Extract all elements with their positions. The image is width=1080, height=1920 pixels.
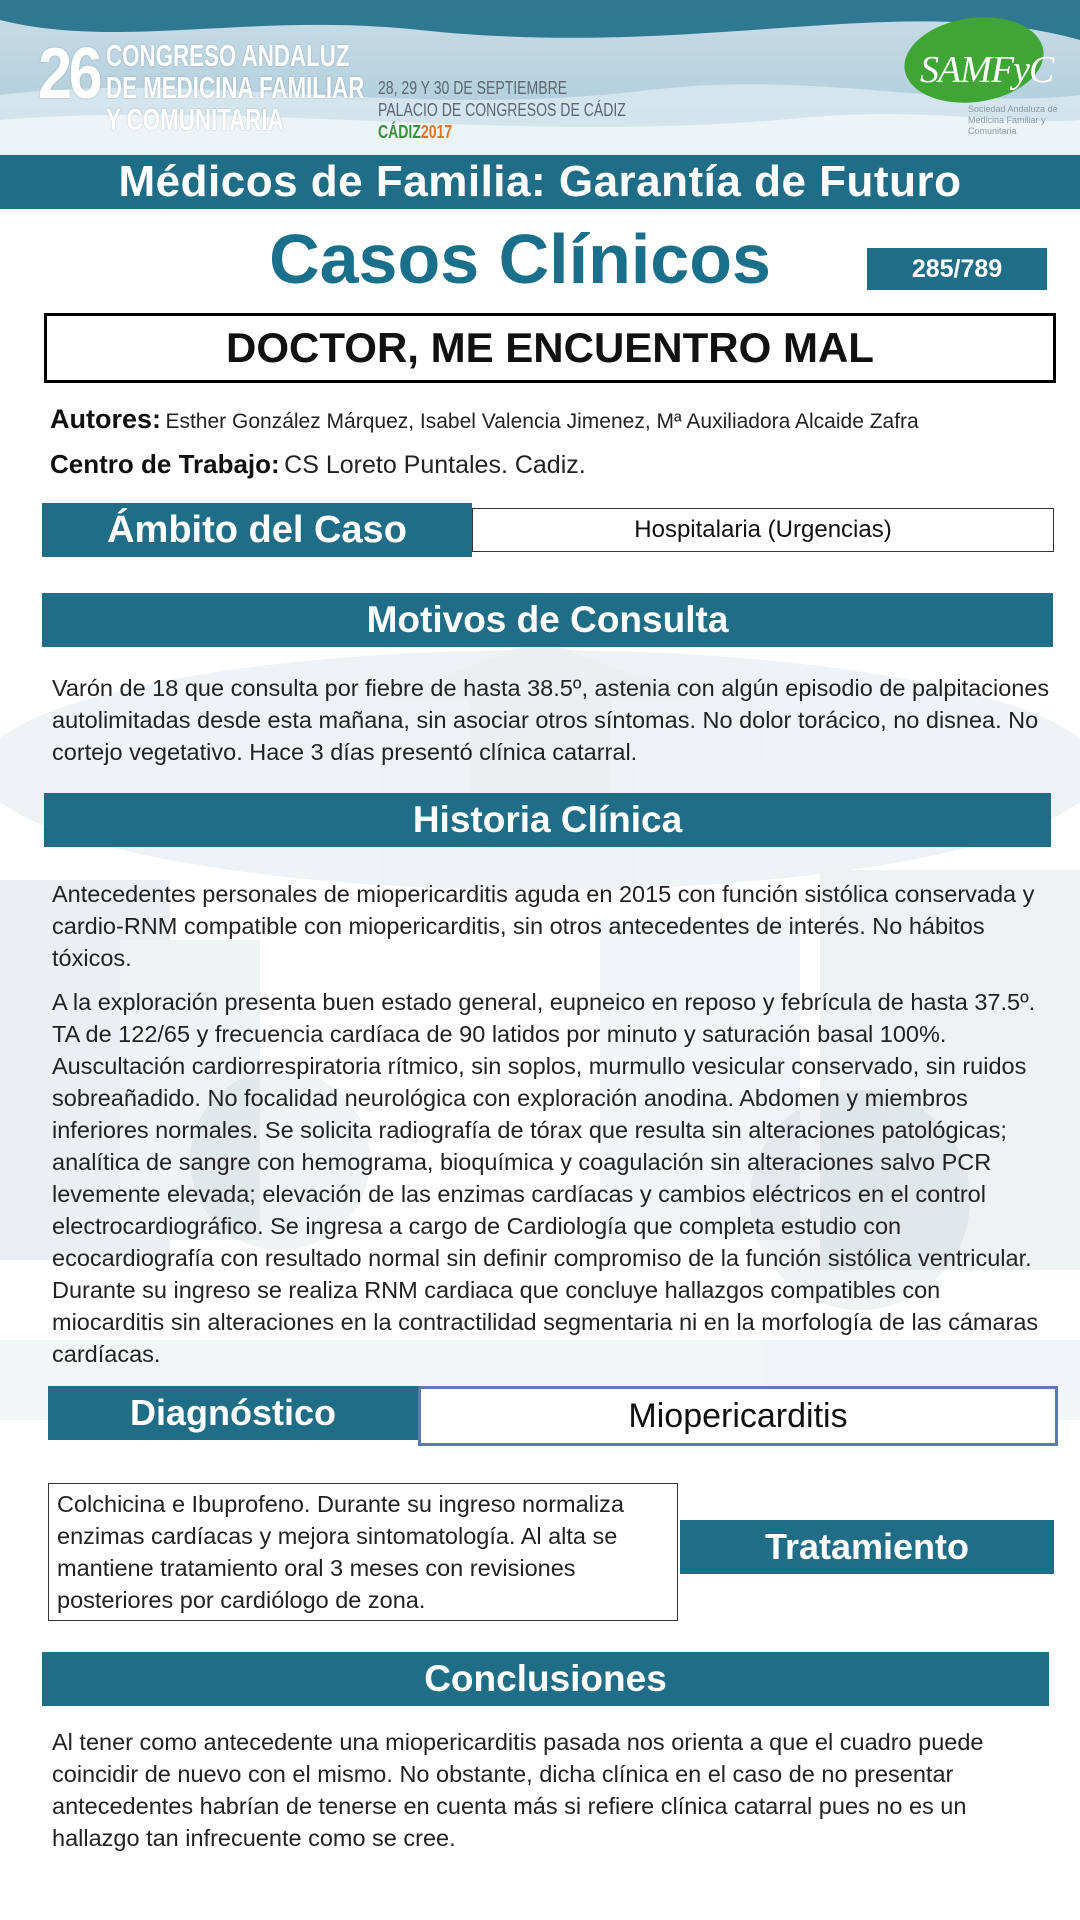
workplace-line	[50, 449, 586, 480]
congress-header-banner	[0, 0, 1080, 155]
congress-city-year: CÁDIZ2017	[378, 122, 453, 142]
diagnostico-label: Diagnóstico	[48, 1386, 418, 1440]
motivos-header: Motivos de Consulta	[42, 593, 1053, 647]
congress-motto: Médicos de Familia: Garantía de Futuro	[118, 157, 962, 206]
congress-venue: PALACIO DE CONGRESOS DE CÁDIZ	[378, 100, 626, 120]
congress-dates: 28, 29 Y 30 DE SEPTIEMBRE	[378, 78, 568, 98]
historia-header: Historia Clínica	[44, 793, 1051, 847]
diagnostico-value: Miopericarditis	[418, 1386, 1058, 1446]
ambito-label: Ámbito del Caso	[42, 503, 472, 557]
historia-paragraph-2: A la exploración presenta buen estado general, eupneico en reposo y febrícula de hasta 37.5º. TA de 122/65 y frecuencia cardíaca de 90 latidos por minuto y saturación basal 100%. Auscultación cardiorrespiratoria rítmico, sin soplos, murmullo vesicular conservado, sin ruidos sobreañadido. No focalidad neurológica con exploración anodina. Abdomen y miembros inferiores normales. Se solicita radiografía de tórax que resulta sin alteraciones patológicas; analítica de sangre con hemograma, bioquímica y coagulación sin alteraciones salvo PCR levemente elevada; elevación de las enzimas cardíacas y cambios eléctricos en el control electrocardiográfico. Se ingresa a cargo de Cardiología que completa estudio con ecocardiografía con resultado normal sin definir compromiso de la función sistólica ventricular. Durante su ingreso se realiza RNM cardiaca que concluye hallazgos compatibles con miocarditis sin alteraciones en la contractilidad segmentaria ni en la morfología de las cámaras cardíacas.	[52, 989, 1039, 1367]
ambito-value: Hospitalaria (Urgencias)	[472, 508, 1054, 552]
conclusiones-text: Al tener como antecedente una miopericarditis pasada nos orienta a que el cuadro puede coincidir de nuevo con el mismo. No obstante, dicha clínica en el caso de no presentar antecedentes habrían de tenerse en cuenta más si refiere clínica catarral pues no es un hallazgo tan infrecuente como se cree.	[52, 1729, 984, 1851]
congress-dates-venue	[378, 77, 626, 143]
workplace-value: CS Loreto Puntales. Cadiz.	[284, 451, 586, 479]
workplace-label: Centro de Trabajo:	[50, 449, 280, 479]
authors-line	[50, 404, 1070, 435]
authors-names: Esther González Márquez, Isabel Valencia Jimenez, Mª Auxiliadora Alcaide Zafra	[165, 410, 919, 433]
motivos-text: Varón de 18 que consulta por fiebre de hasta 38.5º, astenia con algún episodio de palpitaciones autolimitadas desde esta mañana, sin asociar otros síntomas. No dolor torácico, no disnea. No cortejo vegetativo. Hace 3 días presentó clínica catarral.	[52, 675, 1050, 765]
historia-paragraph-1: Antecedentes personales de miopericarditis aguda en 2015 con función sistólica conservada y cardio-RNM compatible con miopericarditis, sin otros antecedentes de interés. No hábitos tóxicos.	[52, 881, 1035, 971]
samfyc-logo-subtitle: Sociedad Andaluza de Medicina Familiar y Comunitaria	[968, 104, 1058, 136]
category-title: Casos Clínicos	[269, 220, 771, 298]
congress-name: CONGRESO ANDALUZ DE MEDICINA FAMILIAR Y COMUNITARIA	[106, 38, 365, 137]
congress-number: 26	[38, 34, 100, 114]
case-title: DOCTOR, ME ENCUENTRO MAL	[44, 313, 1056, 383]
tratamiento-label: Tratamiento	[680, 1520, 1054, 1574]
conclusiones-header: Conclusiones	[42, 1652, 1049, 1706]
tratamiento-text: Colchicina e Ibuprofeno. Durante su ingreso normaliza enzimas cardíacas y mejora sintomatología. Al alta se mantiene tratamiento oral 3 meses con revisiones posteriores por cardiólogo de zona.	[48, 1483, 678, 1621]
case-number-badge: 285/789	[867, 248, 1047, 290]
samfyc-logo: SAMFyC	[920, 49, 1054, 91]
authors-label: Autores:	[50, 404, 162, 434]
